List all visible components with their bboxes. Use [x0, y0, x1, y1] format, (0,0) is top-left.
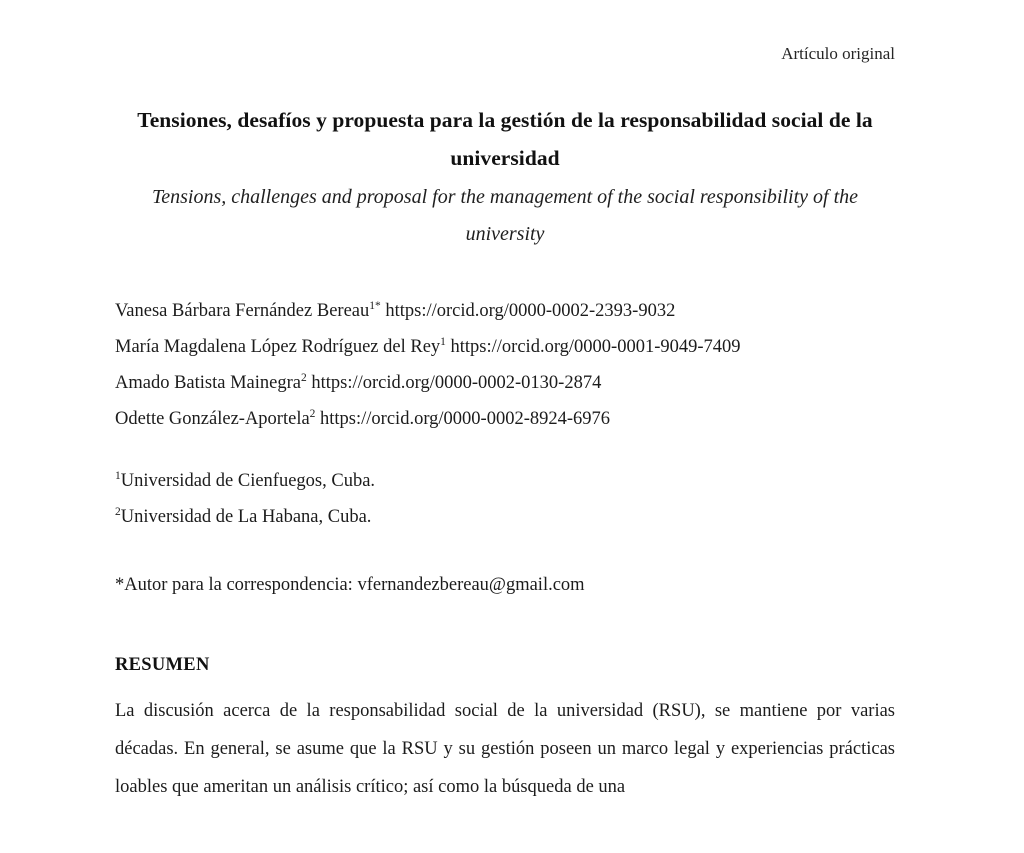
corresponding-author-note: *Autor para la correspondencia: vfernandezbereau@gmail.com [115, 575, 585, 596]
title-block [115, 102, 895, 252]
author-entry [115, 401, 895, 437]
affiliation-text: Universidad de Cienfuegos, Cuba. [120, 471, 376, 492]
page-title-english: Tensions, challenges and proposal for the management of the social responsibility of the university [151, 185, 859, 245]
author-entry [115, 293, 895, 329]
page-content [115, 0, 895, 807]
author-orcid-link[interactable]: https://orcid.org/0000-0001-9049-7409 [450, 336, 741, 357]
page-title-spanish: Tensiones, desafíos y propuesta para la gestión de la responsabilidad social de la universidad [137, 108, 873, 170]
author-name: Odette González-Aportela [115, 408, 310, 429]
author-name: Vanesa Bárbara Fernández Bereau [115, 300, 370, 321]
author-orcid-link[interactable]: https://orcid.org/0000-0002-2393-9032 [385, 300, 676, 321]
author-affiliation-marker: 1* [369, 299, 381, 312]
affiliation-text: Universidad de La Habana, Cuba. [120, 507, 372, 528]
affiliation-marker: 2 [115, 505, 121, 518]
affiliation-entry [115, 463, 895, 499]
author-orcid-link[interactable]: https://orcid.org/0000-0002-8924-6976 [320, 408, 611, 429]
author-entry [115, 365, 895, 401]
abstract-section [115, 651, 895, 806]
article-type-label: Artículo original [781, 44, 895, 63]
author-entry [115, 329, 895, 365]
affiliation-entry [115, 499, 895, 535]
author-name: María Magdalena López Rodríguez del Rey [115, 336, 441, 357]
author-name: Amado Batista Mainegra [115, 372, 301, 393]
affiliation-list [115, 463, 895, 535]
author-list [115, 293, 895, 437]
author-orcid-link[interactable]: https://orcid.org/0000-0002-0130-2874 [311, 372, 602, 393]
author-affiliation-marker: 2 [309, 407, 316, 420]
affiliation-marker: 1 [115, 469, 121, 482]
abstract-heading: RESUMEN [115, 655, 210, 676]
author-affiliation-marker: 1 [440, 335, 446, 348]
author-affiliation-marker: 2 [300, 371, 307, 384]
abstract-text: La discusión acerca de la responsabilidad social de la universidad (RSU), se mantiene por varias décadas. En general, se asume que la RSU y su gestión poseen un marco legal y experiencias prácticas loables que ameritan un análisis crítico; así como la búsqueda de una [115, 700, 895, 797]
